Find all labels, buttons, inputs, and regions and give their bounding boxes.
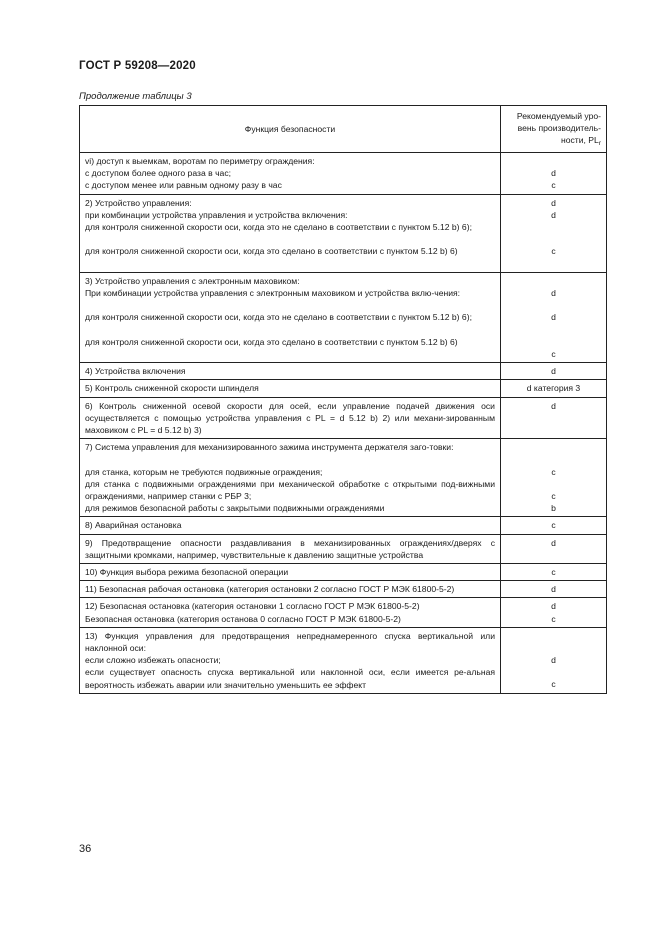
pl-value: c [551,348,556,359]
pl-cell: d [501,363,607,380]
function-line: для станка с подвижными ограждениями при механической обработке с открытыми под-вижными ограждениями, например станки с РБР 3; [85,478,495,501]
pl-cell [501,194,607,272]
table-row [80,272,607,362]
pl-cell: d [501,534,607,563]
pl-cell [501,153,607,195]
table-row [80,397,607,439]
page-number: 36 [79,843,92,855]
pl-value [506,155,601,167]
pl-cell [501,598,607,627]
pl-cell: d [501,581,607,598]
function-line: 6) Контроль сниженной осевой скорости для осей, если управление подачей движения оси осуществляется с помощью устройства управления с PL = d 5.12 b) 2) или механи-зированным маховиком с PL = d 5.12 b) 3) [85,400,495,435]
pl-header-line: Рекомендуемый уро- [516,111,601,122]
function-line: при комбинации устройства управления и устройства включения: [85,209,348,220]
pl-value: d [551,209,556,220]
safety-functions-table [79,105,607,694]
pl-value: d [551,197,556,208]
table-row [80,534,607,563]
function-cell: 10) Функция выбора режима безопасной операции [80,564,501,581]
function-line: При комбинации устройства управления с электронным маховиком и устройства вклю-чения: [85,288,461,298]
pl-value: c [551,246,556,257]
function-line: с доступом более одного раза в час; [85,168,232,179]
function-line: 13) Функция управления для предотвращения непреднамеренного спуска вертикальной или наклонной оси: [85,630,495,654]
function-cell [80,153,501,195]
function-line: для контроля сниженной скорости оси, когда это сделано в соответствии с пунктом 5.12 b) 6) [85,246,458,257]
function-cell [80,272,501,362]
function-line: для контроля сниженной скорости оси, когда это сделано в соответствии с пунктом 5.12 b) 6) [85,336,458,347]
pl-cell [501,439,607,517]
function-cell [80,598,501,627]
table-row [80,194,607,272]
pl-value: c [551,613,556,624]
pl-value [506,630,601,654]
table-row [80,581,607,598]
table-row [80,598,607,627]
pl-value: c [551,679,556,690]
table-row [80,439,607,517]
function-line: Безопасная остановка (категория останова 0 согласно ГОСТ Р МЭК 61800-5-2) [85,613,401,624]
function-line: 12) Безопасная остановка (категория остановки 1 согласно ГОСТ Р МЭК 61800-5-2) [85,601,420,612]
function-line: с доступом менее или равным одному разу в час [85,180,282,191]
pl-value: d [551,601,556,612]
table-row [80,564,607,581]
pl-value: b [551,502,556,513]
function-cell [80,439,501,517]
function-line: для станка, которым не требуются подвижные ограждения; [85,466,323,477]
pl-value: d [551,287,556,298]
pl-cell: c [501,517,607,534]
function-cell [80,194,501,272]
pl-cell: d [501,397,607,439]
function-line: 3) Устройство управления с электронным маховиком: [85,275,300,286]
pl-value [506,221,601,245]
function-line: vi) доступ к выемкам, воротам по периметру ограждения: [85,156,315,166]
pl-cell [501,272,607,362]
pl-value [506,441,601,465]
pl-value: c [551,180,556,191]
pl-header-line: вень производитель- [517,123,601,134]
function-line: 2) Устройство управления: [85,197,192,208]
table-row [80,517,607,534]
function-cell [80,397,501,439]
pl-value: d [551,312,556,323]
column-header-pl [501,106,607,153]
function-cell: 5) Контроль сниженной скорости шпинделя [80,380,501,397]
pl-cell [501,627,607,693]
table-row [80,153,607,195]
table-row [80,380,607,397]
pl-header-line: ности, PL [560,135,599,146]
function-cell: 9) Предотвращение опасности раздавливания в механизированных ограждениях/дверях с защитными кромками, например, чувствительные к давлению защитные устройства [80,534,501,563]
function-line: для контроля сниженной скорости оси, когда это не сделано в соответствии с пунктом 5.12 b) 6); [85,222,472,233]
function-cell: 8) Аварийная остановка [80,517,501,534]
column-header-function: Функция безопасности [80,106,501,153]
pl-value: c [551,466,556,477]
document-header: ГОСТ Р 59208—2020 [79,60,196,72]
pl-header-subscript: r [598,140,601,148]
function-line: если существует опасность спуска вертикальной или наклонной оси, если имеется ре-альная вероятность избежать аварии или значительно уменьшить ее эффект [85,667,495,690]
pl-value [506,275,601,287]
function-line: для режимов безопасной работы с закрытыми подвижными ограждениями [85,503,385,514]
pl-cell: d категория 3 [501,380,607,397]
pl-value: d [551,168,556,179]
function-cell [80,627,501,693]
function-line: если сложно избежать опасности; [85,655,221,666]
pl-cell: c [501,564,607,581]
pl-value: c [551,490,556,501]
function-line: для контроля сниженной скорости оси, когда это не сделано в соответствии с пунктом 5.12 b) 6); [85,312,472,323]
function-cell: 11) Безопасная рабочая остановка (категория остановки 2 согласно ГОСТ Р МЭК 61800-5-2) [80,581,501,598]
table-caption: Продолжение таблицы 3 [79,91,192,102]
table-row [80,363,607,380]
table-row [80,627,607,693]
pl-value: d [551,655,556,666]
function-cell: 4) Устройства включения [80,363,501,380]
table-header-row [80,106,607,153]
function-line: 7) Система управления для механизированного зажима инструмента держателя заго-товки: [85,442,454,453]
